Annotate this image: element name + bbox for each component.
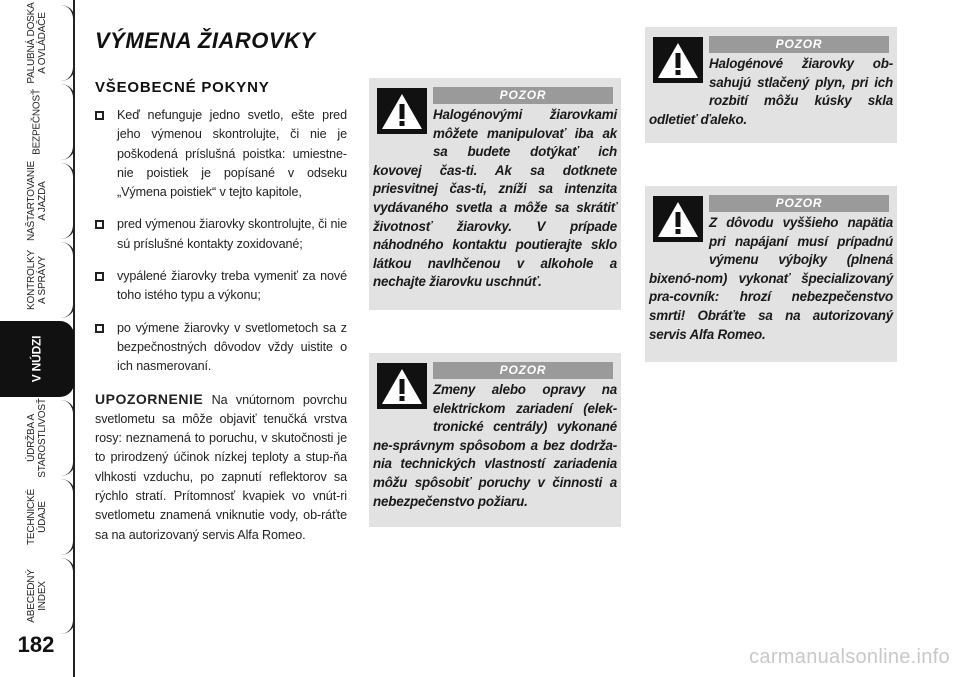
tab-label: BEZPEČNOSŤ — [31, 89, 43, 155]
warning-text: Zmeny alebo opravy na elektrickom zariadení (elek-tronické centrály) vykonané ne-správnym spôsobom a bez dodrža-nia technických vlastností zariadenia môžu spôsobiť poruchy v činnosti a nebezpečenstvo požiaru. — [373, 382, 617, 509]
tab-label: PALUBNÁ DOSKA A OVLÁDAČE — [26, 2, 48, 84]
checkbox-bullet-icon — [95, 220, 104, 229]
checkbox-bullet-icon — [95, 324, 104, 333]
warning-header: POZOR — [709, 36, 889, 53]
list-item-text: Keď nefunguje jedno svetlo, ešte pred jeho výmenou skontrolujte, či nie je poškodená príslušná poistka: umiestne-nie poistiek je popísané v odseku „Výmena poistiek“ v tejto kapitole, — [117, 108, 347, 200]
tab-udrzba[interactable] — [0, 400, 74, 476]
page-title: VÝMENA ŽIAROVKY — [95, 28, 316, 53]
tab-palubna-doska[interactable] — [0, 2, 74, 84]
tab-nastartovanie[interactable] — [0, 160, 74, 242]
list-item-text: vypálené žiarovky treba vymeniť za nové toho istého typu a výkonu; — [117, 269, 347, 303]
tab-bezpecnost[interactable] — [0, 84, 74, 160]
warning-text: Halogénové žiarovky ob-sahujú stlačený plyn, pri ich rozbití môžu kúsky skla odletieť ďaleko. — [649, 56, 893, 127]
section-heading: VŠEOBECNÉ POKYNY — [95, 79, 270, 96]
note-text: Na vnútornom povrchu svetlometu sa môže objaviť tenučká vrstva rosy: neznamená to poruchu, v skutočnosti je to prirodzený účinok nízkej teploty a stup-ňa vlhkosti vzduchu, po zapnutí reflektorov sa rýchlo stratí. Prítomnosť kvapiek vo vnút-ri svetlometu znamená vniknutie vody, ob-ráťte sa na autorizovaný servis Alfa Romeo. — [95, 392, 347, 542]
list-item — [95, 106, 347, 202]
instructions-column — [95, 106, 347, 545]
warning-header: POZOR — [709, 195, 889, 212]
tab-kontrolky[interactable] — [0, 242, 74, 318]
list-item — [95, 215, 347, 254]
warning-box-electrical — [369, 353, 621, 527]
warning-box-high-voltage — [645, 186, 897, 362]
chapter-sidebar — [0, 0, 80, 677]
tab-technicke-udaje[interactable] — [0, 479, 74, 555]
list-item — [95, 319, 347, 377]
tab-label: ABECEDNÝ INDEX — [26, 569, 48, 623]
tab-label: ÚDRŽBA A STAROSTLIVOSŤ — [26, 398, 48, 478]
tab-v-nudzi[interactable] — [0, 321, 74, 397]
list-item-text: po výmene žiarovky v svetlometoch sa z bezpečnostných dôvodov vždy uistite o ich nasmerovaní. — [117, 320, 347, 374]
watermark: carmanualsonline.info — [749, 646, 950, 668]
warning-header: POZOR — [433, 87, 613, 104]
note-paragraph — [95, 390, 347, 545]
warning-box-halogen-handling — [369, 78, 621, 310]
tab-abecedny-index[interactable] — [0, 558, 74, 634]
tab-label: NAŠTARTOVANIE A JAZDA — [26, 160, 48, 242]
checkbox-bullet-icon — [95, 272, 104, 281]
tab-label: KONTROLKY A SPRÁVY — [26, 250, 48, 310]
list-item-text: pred výmenou žiarovky skontrolujte, či nie sú príslušné kontakty zoxidované; — [117, 217, 347, 251]
note-keyword: UPOZORNENIE — [95, 390, 204, 407]
warning-text: Halogénovými žiarovkami môžete manipulovať iba ak sa budete dotýkať ich kovovej čas-ti. Ak sa dotknete priesvitnej čas-ti, zníži sa intenzita vydávaného svetla a môže sa skrátiť životnosť žiarovky. V prípade náhodného kontaktu poutierajte sklo látkou navlhčenou v alkohole a nechajte žiarovku uschnúť. — [373, 107, 617, 290]
checkbox-bullet-icon — [95, 111, 104, 120]
tab-label: V NÚDZI — [29, 335, 44, 383]
warning-header: POZOR — [433, 362, 613, 379]
tab-label: TECHNICKÉ ÚDAJE — [26, 489, 48, 545]
list-item — [95, 267, 347, 306]
warning-box-pressurized-gas — [645, 27, 897, 143]
warning-text: Z dôvodu vyššieho napätia pri napájaní musí prípadnú výmenu výbojky (plnená bixenó-nom) vykonať špecializovaný pra-covník: hrozí nebezpečenstvo smrti! Obráťte sa na autorizovaný servis Alfa Romeo. — [649, 215, 893, 342]
page-number: 182 — [17, 632, 55, 657]
